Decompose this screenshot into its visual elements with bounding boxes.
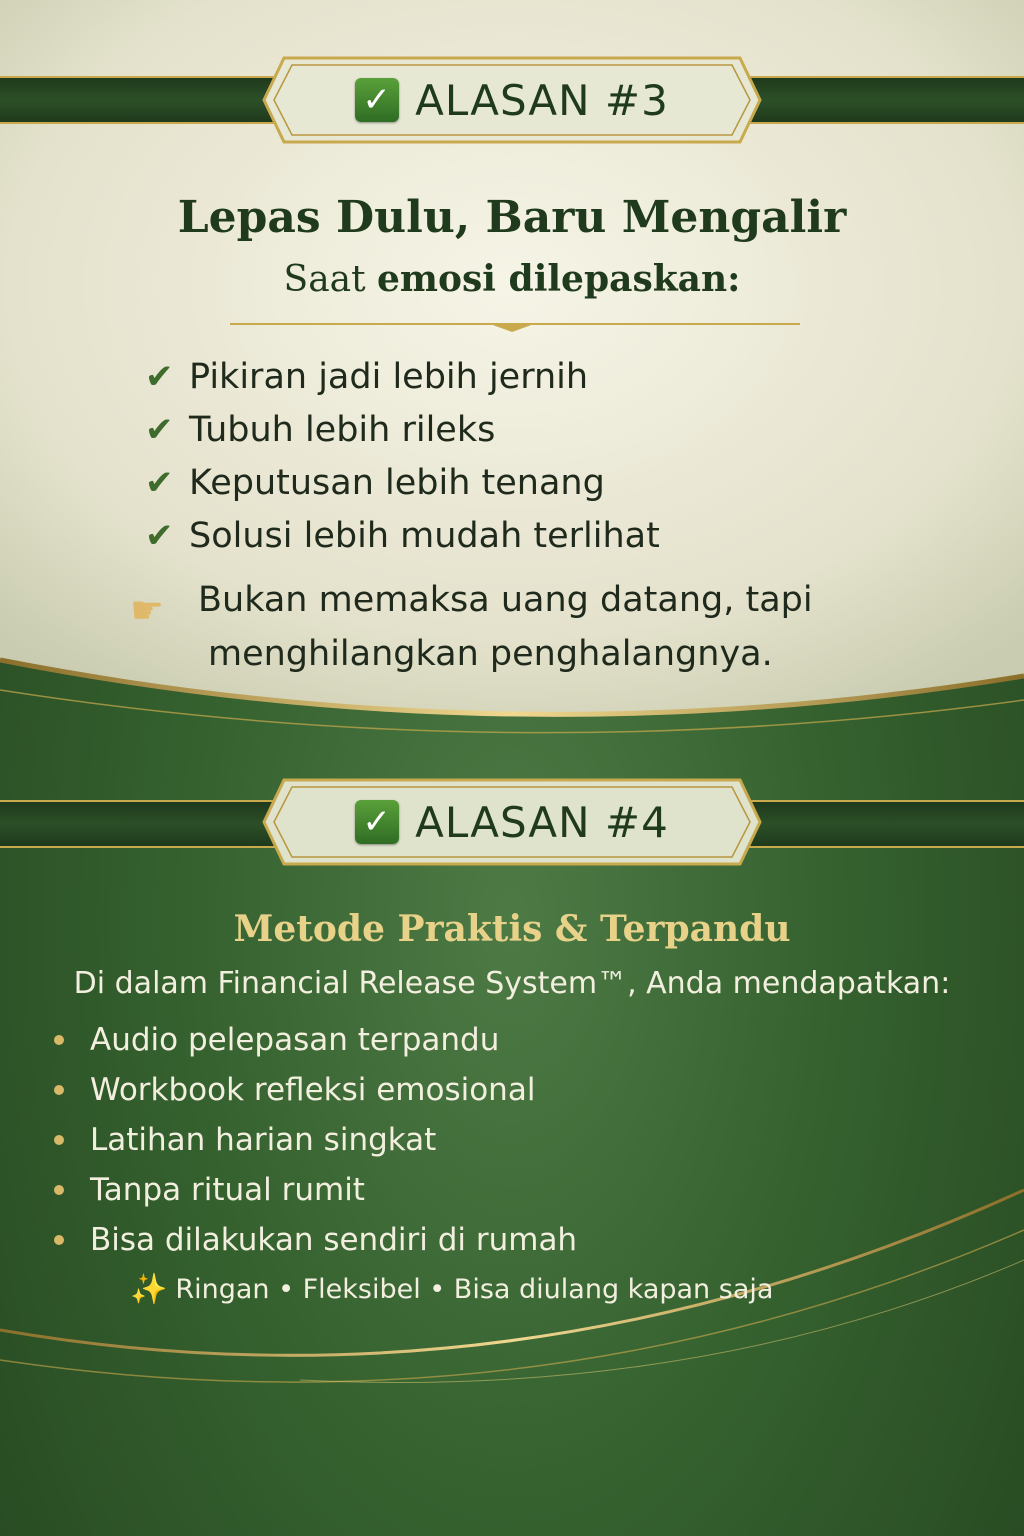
section3-subtitle <box>0 258 1024 300</box>
section4-tagline: Ringan • Fleksibel • Bisa diulang kapan saja <box>175 1274 774 1305</box>
bullet-icon <box>54 1235 64 1245</box>
section3-badge: ALASAN #3 <box>415 75 669 125</box>
section4-title: Metode Praktis & Terpandu <box>233 908 791 950</box>
section3-list <box>145 350 660 562</box>
bullet-icon <box>54 1035 64 1045</box>
bullet-icon <box>54 1185 64 1195</box>
list-item: ✔ Tubuh lebih rileks <box>145 409 496 450</box>
list-item: ✔ Pikiran jadi lebih jernih <box>145 356 589 397</box>
list-item: Audio pelepasan terpandu <box>50 1015 577 1065</box>
check-mark-icon: ✔ <box>145 515 174 556</box>
badge-plaque-4 <box>262 778 762 866</box>
section4-intro: Di dalam Financial Release System™, Anda mendapatkan: <box>73 966 951 1001</box>
section3-note-line1: Bukan memaksa uang datang, tapi <box>198 580 813 620</box>
check-box-icon: ✓ <box>355 800 399 844</box>
list-item: ✔ Keputusan lebih tenang <box>145 462 605 503</box>
list-item: Workbook refleksi emosional <box>50 1065 577 1115</box>
subtitle-prefix: Saat <box>283 259 378 300</box>
check-mark-icon: ✔ <box>145 356 174 397</box>
list-item: Bisa dilakukan sendiri di rumah <box>50 1215 577 1265</box>
list-item: Latihan harian singkat <box>50 1115 577 1165</box>
section4-list <box>50 1015 577 1265</box>
badge-plaque-3 <box>262 56 762 144</box>
check-mark-icon: ✔ <box>145 409 174 450</box>
section4-tagline-row <box>130 1272 773 1307</box>
section4-badge: ALASAN #4 <box>415 797 669 847</box>
check-mark-icon: ✔ <box>145 462 174 503</box>
list-item: Tanpa ritual rumit <box>50 1165 577 1215</box>
bullet-icon <box>54 1085 64 1095</box>
sparkles-icon: ✨ <box>130 1272 168 1307</box>
section3-note-line2: menghilangkan penghalangnya. <box>208 634 773 674</box>
list-item: ✔ Solusi lebih mudah terlihat <box>145 515 660 556</box>
subtitle-bold: emosi dilepaskan: <box>377 258 741 300</box>
section3-title: Lepas Dulu, Baru Mengalir <box>177 192 847 243</box>
pointing-hand-icon: ☛ <box>130 588 165 632</box>
check-box-icon: ✓ <box>355 78 399 122</box>
bullet-icon <box>54 1135 64 1145</box>
